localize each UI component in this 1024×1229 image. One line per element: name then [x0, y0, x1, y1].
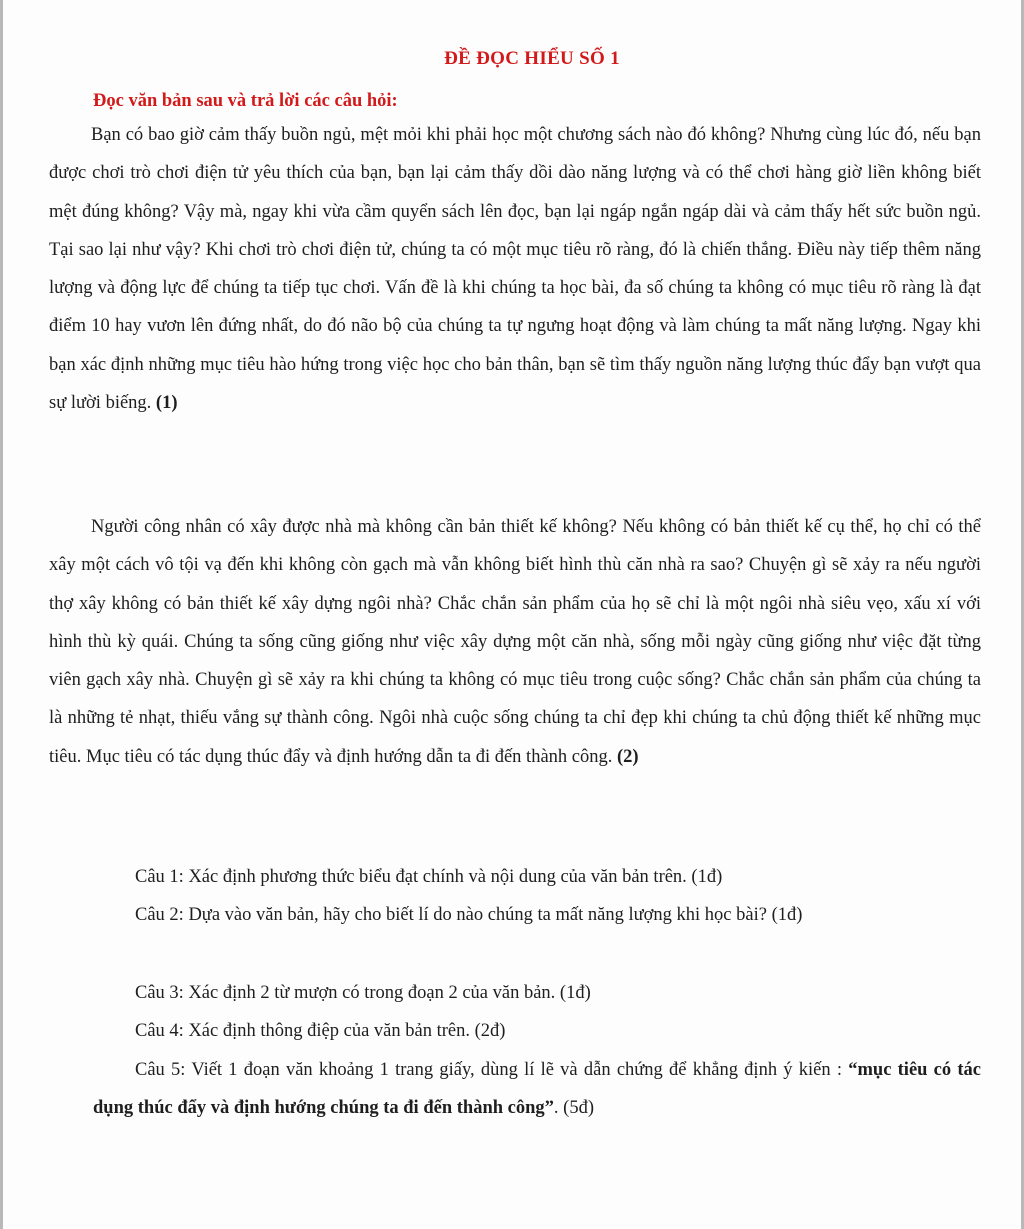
question-2: Câu 2: Dựa vào văn bản, hãy cho biết lí do nào chúng ta mất năng lượng khi học bài? (1đ): [135, 905, 803, 925]
document-title: ĐỀ ĐỌC HIỂU SỐ 1: [444, 48, 620, 69]
question-5: [93, 1051, 981, 1128]
question-5-quote: “mục tiêu có tác dụng thúc đẩy và định hướng chúng ta đi đến thành công”: [93, 1060, 981, 1119]
question-1: Câu 1: Xác định phương thức biểu đạt chính và nội dung của văn bản trên. (1đ): [135, 867, 723, 887]
passage-paragraph-2: [49, 508, 981, 776]
reading-instruction: Đọc văn bản sau và trả lời các câu hỏi:: [93, 91, 398, 111]
question-4-text: Câu 4: Xác định thông điệp của văn bản trên. (2đ): [135, 1021, 506, 1041]
question-5-intro: Câu 5: Viết 1 đoạn văn khoảng 1 trang giấy, dùng lí lẽ và dẫn chứng để khẳng định ý kiến :: [135, 1060, 843, 1080]
question-4: [93, 1012, 981, 1050]
question-3: Câu 3: Xác định 2 từ mượn có trong đoạn 2 của văn bản. (1đ): [135, 983, 591, 1003]
question-5-points: . (5đ): [553, 1098, 594, 1119]
paragraph-1-marker: (1): [155, 393, 178, 414]
paragraph-2-marker: (2): [617, 746, 639, 767]
passage-paragraph-1: [49, 116, 981, 422]
paragraph-2-text: Người công nhân có xây được nhà mà không cần bản thiết kế không? Nếu không có bản thiết kế cụ thể, họ chỉ có thể xây một cách vô tội vạ đến khi không còn gạch mà vẫn không biết hình thù căn nhà ra sao? Chuyện gì sẽ xảy ra nếu người thợ xây không có bản thiết kế xây dựng ngôi nhà? Chắc chắn sản phẩm của họ sẽ chỉ là một ngôi nhà siêu vẹo, xấu xí với hình thù kỳ quái. Chúng ta sống cũng giống như việc xây dựng một căn nhà, sống mỗi ngày cũng giống như việc đặt từng viên gạch xây nhà. Chuyện gì sẽ xảy ra khi chúng ta không có mục tiêu trong cuộc sống? Chắc chắn sản phẩm của chúng ta là những tẻ nhạt, thiếu vắng sự thành công. Ngôi nhà cuộc sống chúng ta chỉ đẹp khi chúng ta chủ động thiết kế những mục tiêu. Mục tiêu có tác dụng thúc đẩy và định hướng dẫn ta đi đến thành công.: [49, 517, 981, 767]
paragraph-1-text: Bạn có bao giờ cảm thấy buồn ngủ, mệt mỏi khi phải học một chương sách nào đó không? Nhưng cùng lúc đó, nếu bạn được chơi trò chơi điện tử yêu thích của bạn, bạn lại cảm thấy dồi dào năng lượng và có thể chơi hàng giờ liền không biết mệt đúng không? Vậy mà, ngay khi vừa cầm quyển sách lên đọc, bạn lại ngáp ngắn ngáp dài và cảm thấy hết sức buồn ngủ. Tại sao lại như vậy? Khi chơi trò chơi điện tử, chúng ta có một mục tiêu rõ ràng, đó là chiến thắng. Điều này tiếp thêm năng lượng và động lực để chúng ta tiếp tục chơi. Vấn đề là khi chúng ta học bài, đa số chúng ta không có mục tiêu rõ ràng là đạt điểm 10 hay vươn lên đứng nhất, do đó não bộ của chúng ta tự ngưng hoạt động và làm chúng ta mất năng lượng. Ngay khi bạn xác định những mục tiêu hào hứng trong việc học cho bản thân, bạn sẽ tìm thấy nguồn năng lượng thúc đẩy bạn vượt qua sự lười biếng.: [49, 125, 981, 414]
